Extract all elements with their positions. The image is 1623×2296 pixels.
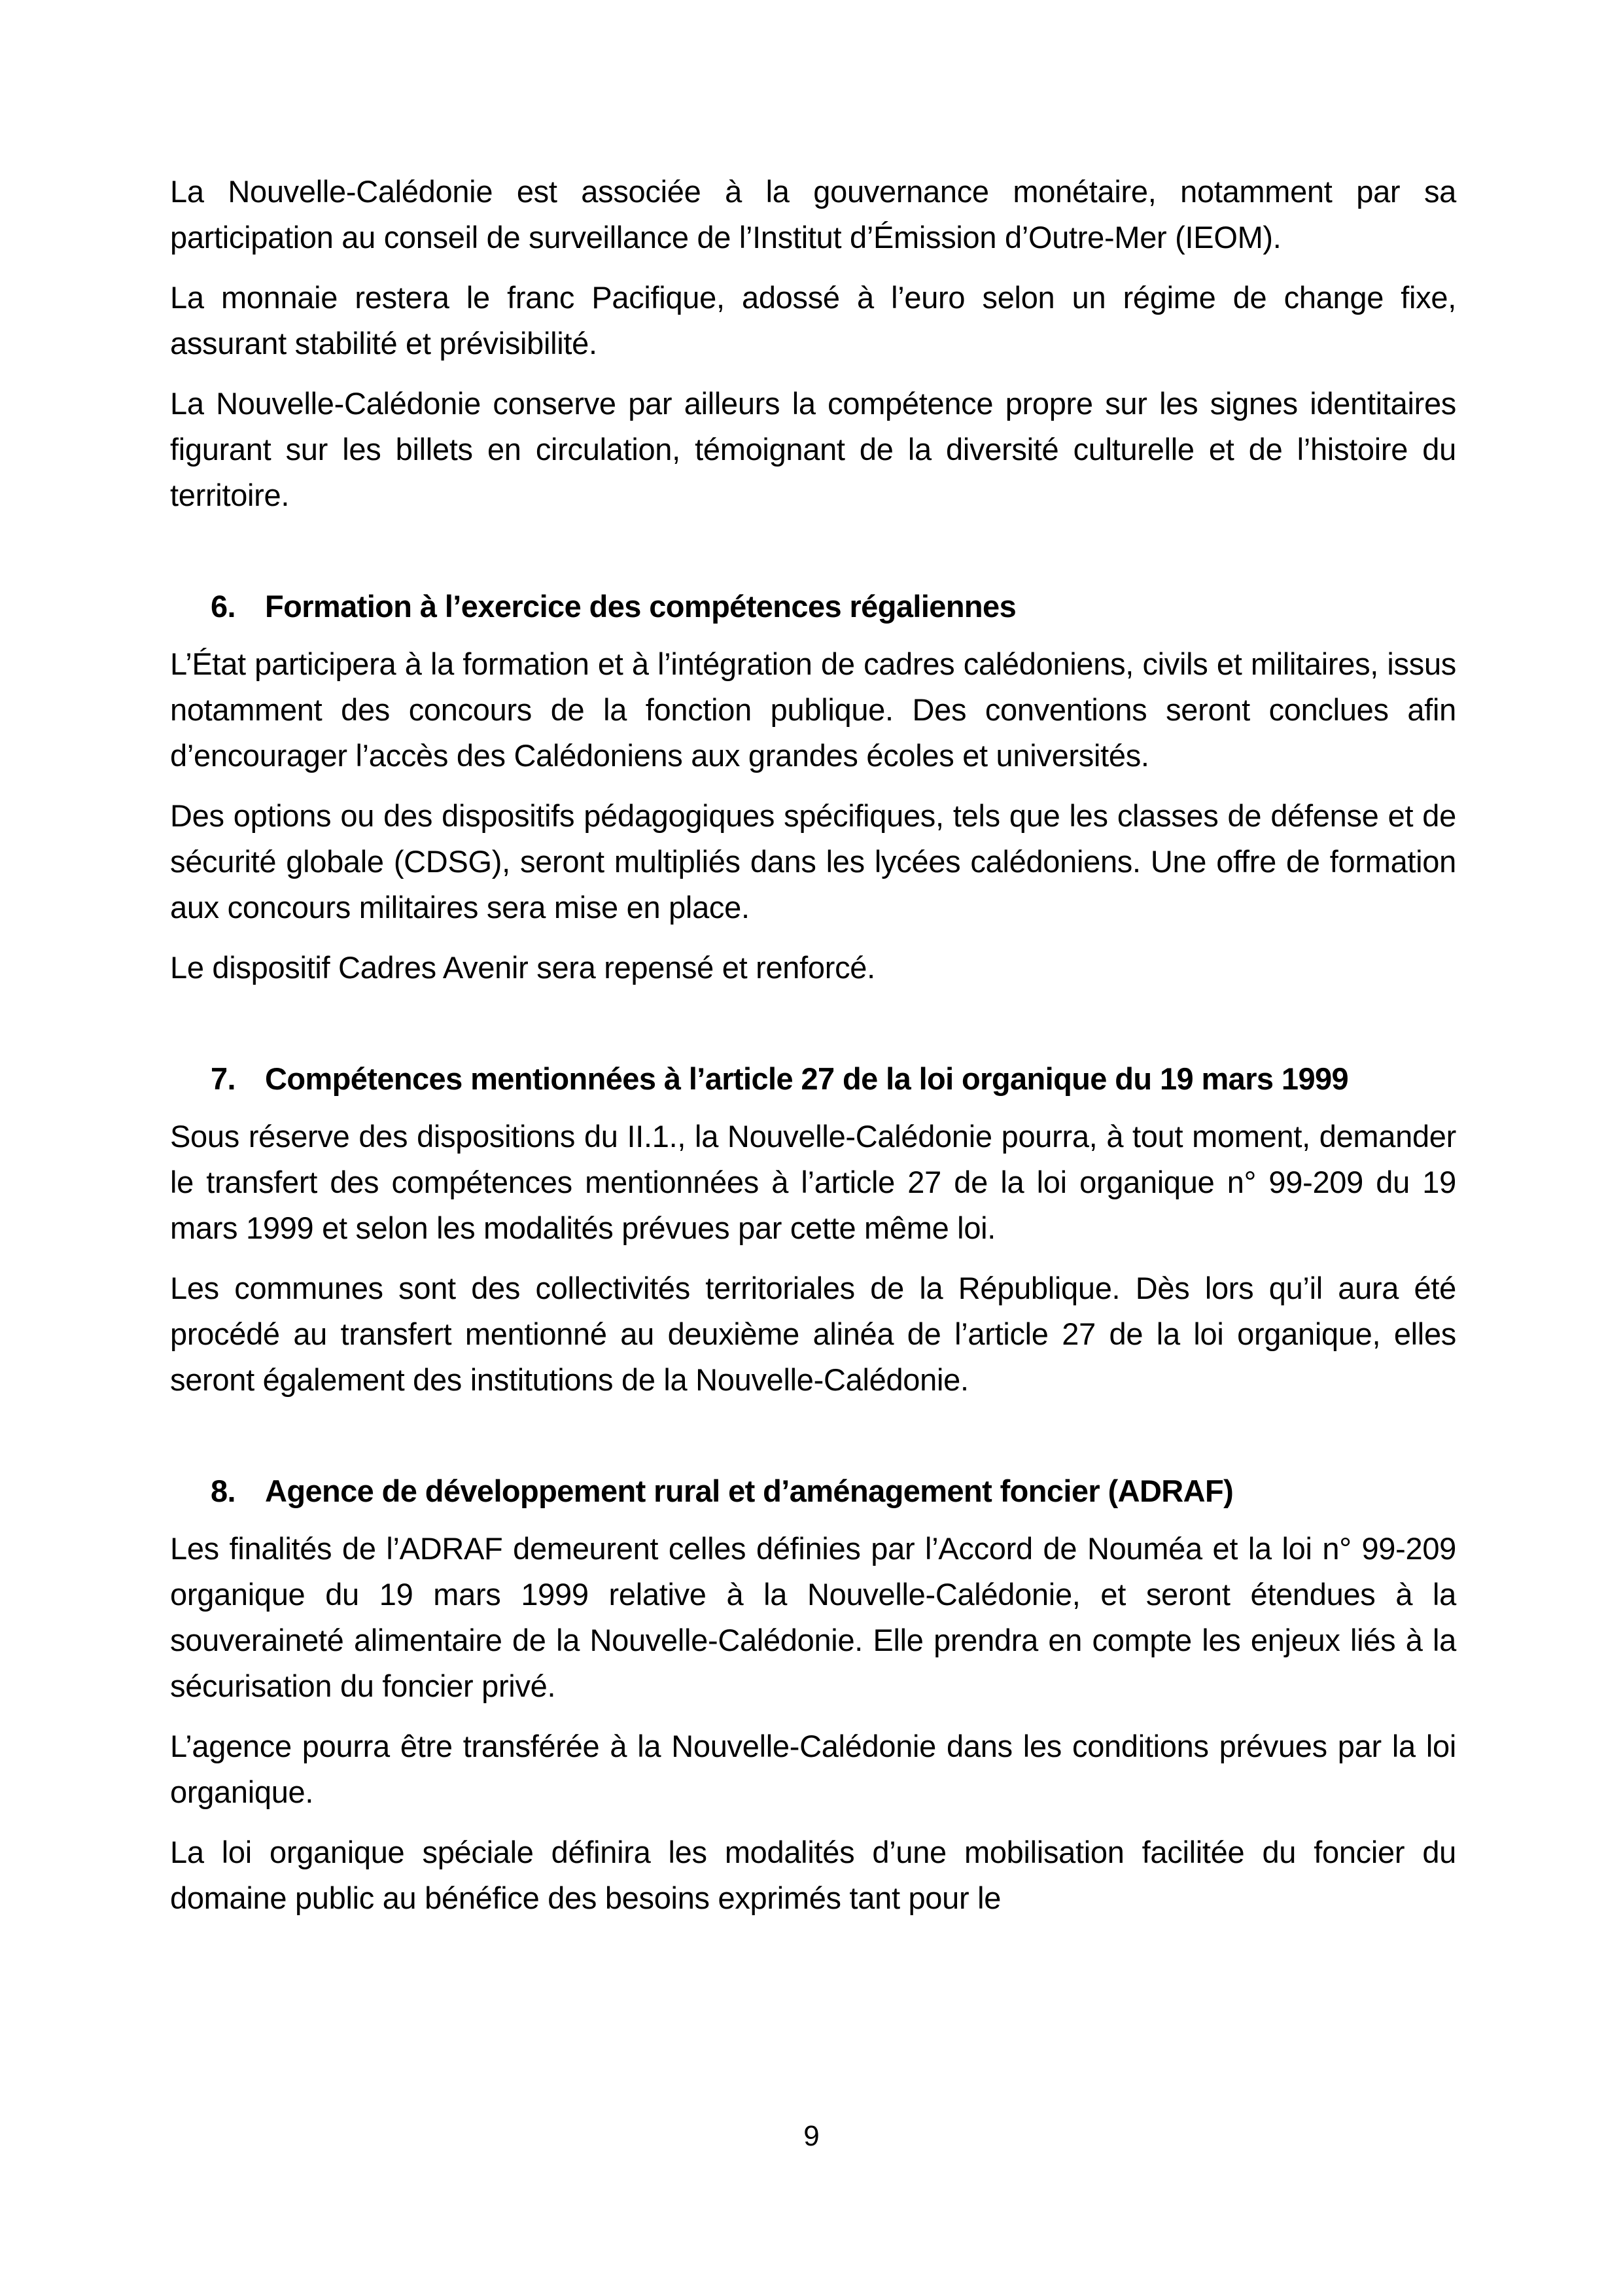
section-7 [170, 1056, 1456, 1403]
paragraph: Des options ou des dispositifs pédagogiques spécifiques, tels que les classes de défense et de sécurité globale (CDSG), seront multipliés dans les lycées calédoniens. Une offre de formation aux concours militaires sera mise en place. [170, 798, 1456, 925]
section-heading [170, 1056, 1456, 1102]
intro-block [170, 169, 1456, 518]
section-number: 6. [211, 589, 236, 624]
paragraph: L’agence pourra être transférée à la Nouvelle-Calédonie dans les conditions prévues par la loi organique. [170, 1729, 1456, 1809]
paragraph: L’État participera à la formation et à l’intégration de cadres calédoniens, civils et militaires, issus notamment des concours de la fonction publique. Des conventions seront conclues afin d’encourager l’accès des Calédoniens aux grandes écoles et universités. [170, 646, 1456, 773]
section-title: Formation à l’exercice des compétences régaliennes [265, 589, 1017, 624]
paragraph: Sous réserve des dispositions du II.1., la Nouvelle-Calédonie pourra, à tout moment, demander le transfert des compétences mentionnées à l’article 27 de la loi organique n° 99-209 du 19 mars 1999 et selon les modalités prévues par cette même loi. [170, 1119, 1456, 1245]
paragraph: Les finalités de l’ADRAF demeurent celles définies par l’Accord de Nouméa et la loi n° 99-209 organique du 19 mars 1999 relative à la Nouvelle-Calédonie, et seront étendues à la souveraineté alimentaire de la Nouvelle-Calédonie. Elle prendra en compte les enjeux liés à la sécurisation du foncier privé. [170, 1531, 1456, 1703]
section-number: 8. [211, 1474, 236, 1508]
section-title: Agence de développement rural et d’aménagement foncier (ADRAF) [265, 1474, 1234, 1508]
paragraph: Le dispositif Cadres Avenir sera repensé et renforcé. [170, 950, 875, 985]
paragraph: La Nouvelle-Calédonie est associée à la gouvernance monétaire, notamment par sa participation au conseil de surveillance de l’Institut d’Émission d’Outre-Mer (IEOM). [170, 174, 1456, 255]
section-number: 7. [211, 1061, 236, 1096]
section-6 [170, 584, 1456, 991]
paragraph: Les communes sont des collectivités territoriales de la République. Dès lors qu’il aura été procédé au transfert mentionné au deuxième alinéa de l’article 27 de la loi organique, elles seront également des institutions de la Nouvelle-Calédonie. [170, 1271, 1456, 1397]
section-8 [170, 1468, 1456, 1921]
section-heading [170, 584, 1456, 629]
paragraph: La monnaie restera le franc Pacifique, adossé à l’euro selon un régime de change fixe, assurant stabilité et prévisibilité. [170, 280, 1456, 361]
section-heading [170, 1468, 1456, 1514]
paragraph: La loi organique spéciale définira les modalités d’une mobilisation facilitée du foncier du domaine public au bénéfice des besoins exprimés tant pour le [170, 1835, 1456, 1915]
document-page [170, 169, 1456, 1935]
page-number: 9 [803, 2120, 820, 2152]
section-title: Compétences mentionnées à l’article 27 de la loi organique du 19 mars 1999 [265, 1061, 1349, 1096]
paragraph: La Nouvelle-Calédonie conserve par ailleurs la compétence propre sur les signes identitaires figurant sur les billets en circulation, témoignant de la diversité culturelle et de l’histoire du territoire. [170, 386, 1456, 512]
